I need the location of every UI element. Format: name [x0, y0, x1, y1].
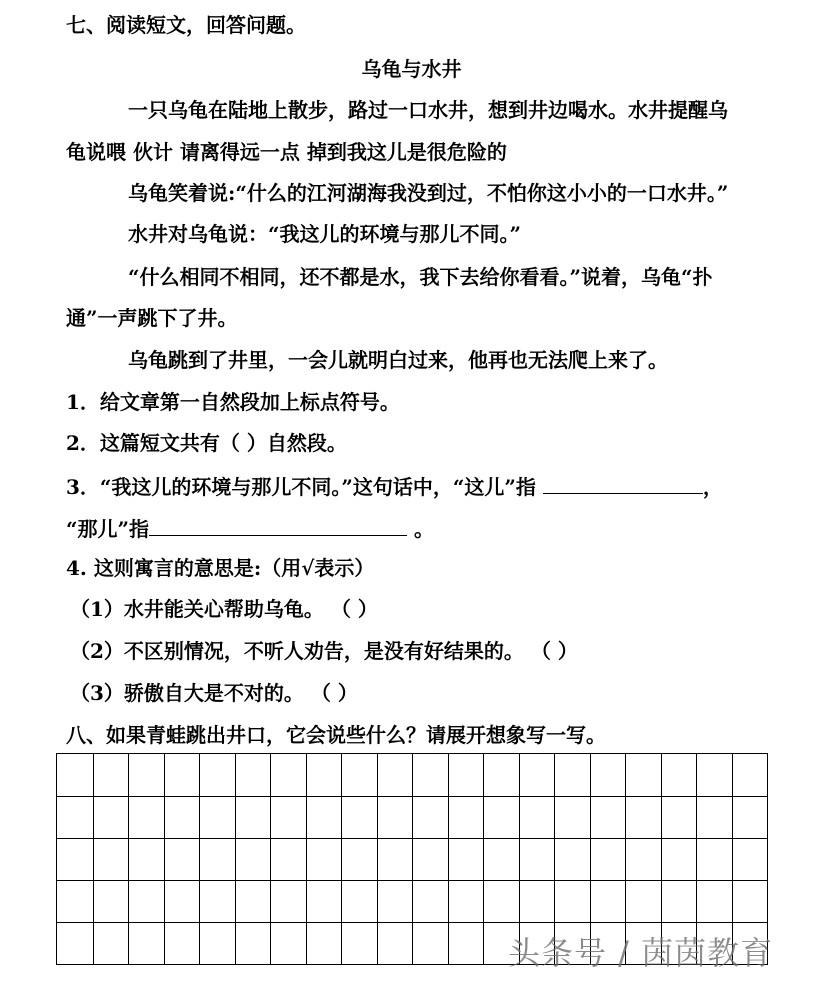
question-3-comma: ，: [702, 475, 723, 499]
grid-column-line: [483, 754, 484, 964]
question-2: 2．这篇短文共有（ ）自然段。: [66, 431, 347, 455]
question-4: 4. 这则寓言的意思是:（用√表示）: [66, 556, 375, 580]
question-4-option-1[interactable]: （1）水井能关心帮助乌龟。 （ ）: [70, 597, 378, 621]
question-3-line-2: [66, 515, 434, 541]
grid-row-line: [57, 880, 767, 881]
grid-column-line: [164, 754, 165, 964]
story-paragraph-4b: 通”一声跳下了井。: [66, 306, 238, 330]
grid-column-line: [270, 754, 271, 964]
grid-column-line: [377, 754, 378, 964]
question-3-text: 3．“我这儿的环境与那儿不同。”这句话中，“这儿”指: [66, 475, 543, 499]
story-paragraph-1b: 龟说喂 伙计 请离得远一点 掉到我这儿是很危险的: [66, 140, 507, 164]
grid-row-line: [57, 796, 767, 797]
grid-column-line: [93, 754, 94, 964]
grid-column-line: [199, 754, 200, 964]
question-3-naer-label: “那儿”指: [66, 517, 150, 541]
story-title: 乌龟与水井: [361, 57, 462, 81]
grid-column-line: [128, 754, 129, 964]
grid-column-line: [341, 754, 342, 964]
grid-column-line: [448, 754, 449, 964]
section8-heading: 八、如果青蛙跳出井口，它会说些什么？请展开想象写一写。: [66, 723, 606, 747]
question-1: 1．给文章第一自然段加上标点符号。: [66, 390, 400, 414]
grid-column-line: [235, 754, 236, 964]
grid-row-line: [57, 838, 767, 839]
question-3-period: 。: [407, 517, 434, 541]
story-paragraph-4a: “什么相同不相同，还不都是水，我下去给你看看。”说着，乌龟“扑: [128, 265, 713, 289]
question-3-line-1: [66, 473, 723, 499]
watermark: 头条号 / 茵茵教育: [508, 934, 774, 972]
question-4-option-3[interactable]: （3）骄傲自大是不对的。 （ ）: [70, 681, 358, 705]
story-paragraph-1a: 一只乌龟在陆地上散步，路过一口水井，想到井边喝水。水井提醒乌: [128, 98, 728, 122]
story-paragraph-2: 乌龟笑着说:“什么的江河湖海我没到过，不怕你这小小的一口水井。”: [128, 181, 729, 205]
grid-row-line: [57, 922, 767, 923]
answer-blank-naer[interactable]: [149, 515, 407, 536]
story-paragraph-5: 乌龟跳到了井里，一会儿就明白过来，他再也无法爬上来了。: [128, 348, 668, 372]
grid-column-line: [306, 754, 307, 964]
answer-blank-zheer[interactable]: [543, 473, 703, 494]
question-4-option-2[interactable]: （2）不区别情况，不听人劝告，是没有好结果的。 （ ）: [70, 639, 578, 663]
story-paragraph-3: 水井对乌龟说：“我这儿的环境与那儿不同。”: [128, 222, 522, 246]
grid-column-line: [412, 754, 413, 964]
section7-heading: 七、阅读短文，回答问题。: [66, 13, 306, 37]
